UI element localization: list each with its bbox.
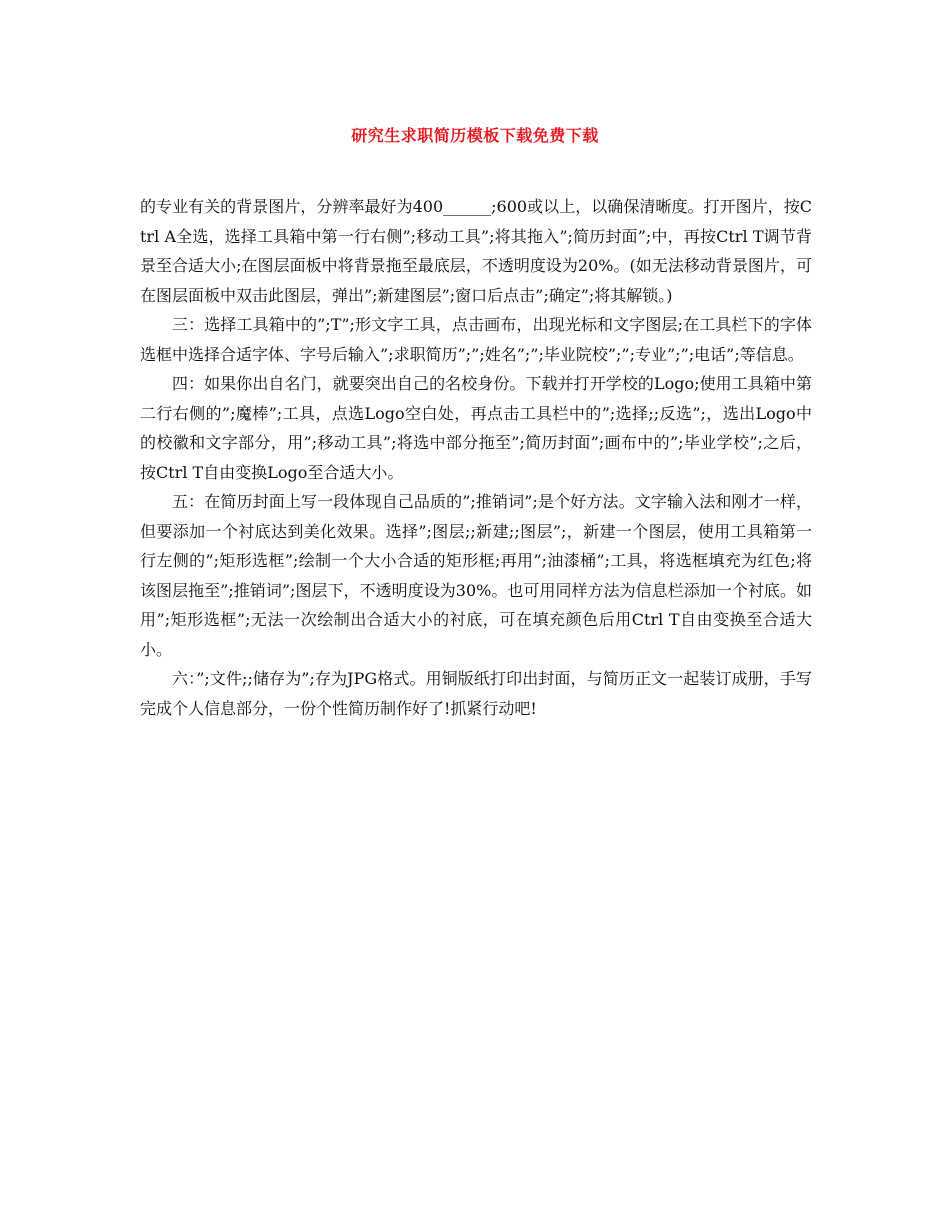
document-title: 研究生求职简历模板下载免费下载: [351, 126, 599, 145]
paragraph-1: 的专业有关的背景图片，分辨率最好为400______;600或以上，以确保清晰度。打开图片，按Ctrl A全选，选择工具箱中第一行右侧”;移动工具”;将其拖入”;简历封面”;中，再按Ctrl T调节背景至合适大小;在图层面板中将背景拖至最底层，不透明度设为20%。(如无法移动背景图片，可在图层面板中双击此图层，弹出”;新建图层”;窗口后点击”;确定”;将其解锁。): [140, 197, 812, 305]
paragraph-2: 三：选择工具箱中的”;T”;形文字工具，点击画布，出现光标和文字图层;在工具栏下的字体选框中选择合适字体、字号后输入”;求职简历”;”;姓名”;”;毕业院校”;”;专业”;”;电话”;等信息。: [140, 315, 812, 364]
paragraph-3: 四：如果你出自名门，就要突出自己的名校身份。下载并打开学校的Logo;使用工具箱中第二行右侧的”;魔棒”;工具，点选Logo空白处，再点击工具栏中的”;选择;;反选”;，选出Logo中的校徽和文字部分，用”;移动工具”;将选中部分拖至”;简历封面”;画布中的”;毕业学校”;之后，按Ctrl T自由变换Logo至合适大小。: [140, 374, 812, 482]
paragraph-5: 六：”;文件;;储存为”;存为JPG格式。用铜版纸打印出封面，与简历正文一起装订成册，手写完成个人信息部分，一份个性简历制作好了!抓紧行动吧!: [140, 669, 812, 718]
paragraph-4: 五：在简历封面上写一段体现自己品质的”;推销词”;是个好方法。文字输入法和刚才一样，但要添加一个衬底达到美化效果。选择”;图层;;新建;;图层”;，新建一个图层，使用工具箱第一行左侧的”;矩形选框”;绘制一个大小合适的矩形框;再用”;油漆桶”;工具，将选框填充为红色;将该图层拖至”;推销词”;图层下，不透明度设为30%。也可用同样方法为信息栏添加一个衬底。如用”;矩形选框”;无法一次绘制出合适大小的衬底，可在填充颜色后用Ctrl T自由变换至合适大小。: [140, 492, 812, 659]
document-body: [140, 192, 812, 723]
